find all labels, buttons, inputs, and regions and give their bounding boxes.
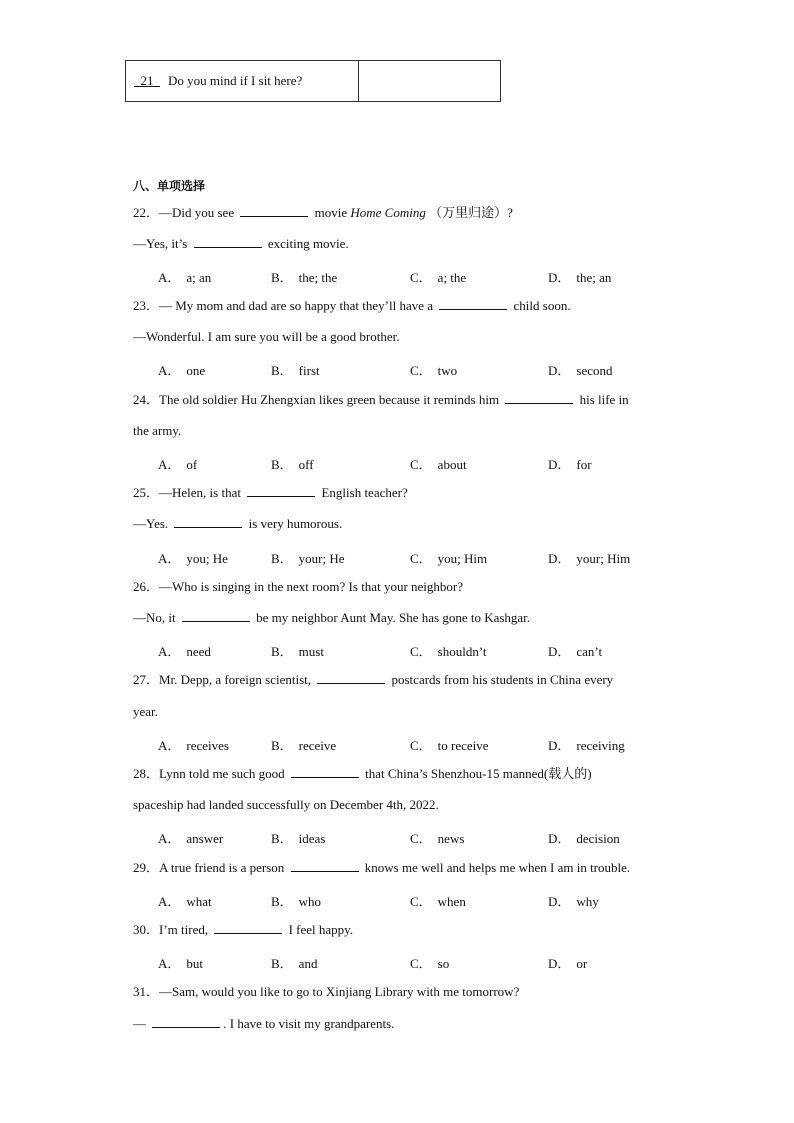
question-text: 23．— My mom and dad are so happy that they’ll have a (133, 298, 437, 313)
answer-blank[interactable] (505, 392, 573, 404)
option-b[interactable] (271, 267, 337, 286)
option-d[interactable] (548, 891, 599, 910)
options-row (158, 828, 758, 844)
option-b[interactable] (271, 953, 317, 972)
options-row (158, 953, 758, 969)
option-c[interactable] (410, 548, 487, 567)
option-key: B． (271, 363, 293, 378)
question-text: knows me well and helps me when I am in trouble. (361, 860, 631, 875)
question-27-line-1 (133, 672, 613, 688)
question-text: the army. (133, 423, 182, 438)
answer-blank[interactable] (439, 298, 507, 310)
question-text: 26．—Who is singing in the next room? Is that your neighbor? (133, 579, 464, 594)
answer-blank[interactable] (291, 766, 359, 778)
answer-blank[interactable] (194, 236, 262, 248)
options-row (158, 548, 758, 564)
options-row (158, 454, 758, 470)
question-text: 24．The old soldier Hu Zhengxian likes green because it reminds him (133, 392, 503, 407)
option-key: A． (158, 551, 181, 566)
option-key: C． (410, 738, 432, 753)
option-key: B． (271, 457, 293, 472)
option-text: for (576, 457, 592, 472)
option-c[interactable] (410, 360, 457, 379)
option-key: B． (271, 270, 293, 285)
option-key: C． (410, 551, 432, 566)
option-key: C． (410, 831, 432, 846)
question-24-line-2 (133, 423, 181, 439)
option-key: C． (410, 894, 432, 909)
question-26-line-1 (133, 579, 463, 595)
question-text: —Yes, it’s (133, 236, 191, 251)
option-text: of (186, 457, 198, 472)
question-text: child soon. (510, 298, 571, 313)
table-question-text: Do you mind if I sit here? (168, 73, 303, 88)
question-text: be my neighbor Aunt May. She has gone to Kashgar. (252, 610, 531, 625)
answer-blank[interactable] (174, 516, 242, 528)
option-key: C． (410, 956, 432, 971)
options-row (158, 267, 758, 283)
option-a[interactable] (158, 267, 211, 286)
option-d[interactable] (548, 735, 625, 754)
question-text: his life in (576, 392, 629, 407)
question-text: 30．I’m tired, (133, 922, 212, 937)
question-text: year. (133, 704, 158, 719)
question-text: exciting movie. (264, 236, 349, 251)
option-b[interactable] (271, 828, 325, 847)
answer-blank[interactable] (152, 1016, 220, 1028)
option-text: shouldn’t (437, 644, 487, 659)
option-key: D． (548, 831, 571, 846)
option-b[interactable] (271, 548, 345, 567)
option-text: need (186, 644, 211, 659)
option-text: a; the (437, 270, 467, 285)
option-b[interactable] (271, 360, 320, 379)
option-text: second (576, 363, 613, 378)
question-29-line-1 (133, 860, 630, 876)
option-b[interactable] (271, 454, 314, 473)
option-text: receive (298, 738, 337, 753)
question-27-line-2 (133, 704, 158, 720)
answer-blank[interactable] (182, 610, 250, 622)
option-key: A． (158, 956, 181, 971)
option-d[interactable] (548, 828, 620, 847)
question-text: — (133, 1016, 150, 1031)
option-key: C． (410, 644, 432, 659)
question-text: 25．—Helen, is that (133, 485, 245, 500)
question-31-line-2 (133, 1016, 394, 1032)
option-text: you; He (186, 551, 228, 566)
option-text: the; an (576, 270, 612, 285)
option-c[interactable] (410, 828, 464, 847)
question-text: postcards from his students in China every (388, 672, 614, 687)
option-text: and (298, 956, 318, 971)
question-31-line-1 (133, 984, 519, 1000)
option-text: when (437, 894, 466, 909)
option-a[interactable] (158, 454, 197, 473)
option-key: B． (271, 551, 293, 566)
option-key: B． (271, 831, 293, 846)
question-text: movie (311, 205, 351, 220)
option-b[interactable] (271, 641, 324, 660)
option-key: A． (158, 457, 181, 472)
option-text: what (186, 894, 212, 909)
option-a[interactable] (158, 891, 212, 910)
option-key: C． (410, 363, 432, 378)
option-key: D． (548, 956, 571, 971)
option-key: C． (410, 270, 432, 285)
option-key: D． (548, 644, 571, 659)
option-text: must (298, 644, 324, 659)
option-key: A． (158, 831, 181, 846)
question-text: 29．A true friend is a person (133, 860, 288, 875)
question-text: —Yes. (133, 516, 172, 531)
option-key: B． (271, 956, 293, 971)
question-text: （万里归途）? (425, 205, 513, 220)
option-d[interactable] (548, 953, 587, 972)
option-a[interactable] (158, 641, 211, 660)
option-key: A． (158, 738, 181, 753)
option-b[interactable] (271, 891, 321, 910)
question-text: —Wonderful. I am sure you will be a good brother. (133, 329, 400, 344)
answer-blank[interactable] (317, 672, 385, 684)
answer-blank[interactable] (291, 860, 359, 872)
question-28-line-2 (133, 797, 439, 813)
option-text: why (576, 894, 599, 909)
options-row (158, 641, 758, 657)
option-text: answer (186, 831, 224, 846)
option-text: receives (186, 738, 229, 753)
table-cell-question (126, 61, 359, 101)
option-key: B． (271, 644, 293, 659)
option-a[interactable] (158, 548, 228, 567)
option-text: to receive (437, 738, 489, 753)
table-cell-answer[interactable] (359, 61, 500, 101)
option-text: about (437, 457, 467, 472)
movie-title: Home Coming (350, 205, 426, 220)
question-28-line-1 (133, 766, 592, 782)
option-text: news (437, 831, 465, 846)
question-text: 31．—Sam, would you like to go to Xinjiang Library with me tomorrow? (133, 984, 520, 999)
option-d[interactable] (548, 548, 630, 567)
answer-blank[interactable] (214, 922, 282, 934)
section-title: 八、单项选择 (133, 179, 206, 193)
option-d[interactable] (548, 360, 613, 379)
question-25-line-1 (133, 485, 408, 501)
option-key: A． (158, 363, 181, 378)
question-text: I feel happy. (285, 922, 354, 937)
options-row (158, 735, 758, 751)
option-a[interactable] (158, 953, 203, 972)
question-26-line-2 (133, 610, 530, 626)
option-c[interactable] (410, 267, 466, 286)
option-key: D． (548, 551, 571, 566)
option-a[interactable] (158, 735, 229, 754)
question-text: that China’s Shenzhou-15 manned(载人的) (361, 766, 592, 781)
answer-blank[interactable] (240, 205, 308, 217)
blank-number: 21 (140, 73, 154, 88)
option-text: or (576, 956, 588, 971)
question-25-line-2 (133, 516, 342, 532)
answer-table (125, 60, 501, 102)
option-a[interactable] (158, 828, 223, 847)
question-23-line-1 (133, 298, 571, 314)
option-text: can’t (576, 644, 603, 659)
option-c[interactable] (410, 454, 467, 473)
option-text: your; Him (576, 551, 631, 566)
option-d[interactable] (548, 267, 611, 286)
question-text: spaceship had landed successfully on December 4th, 2022. (133, 797, 439, 812)
option-key: C． (410, 457, 432, 472)
option-text: receiving (576, 738, 625, 753)
option-c[interactable] (410, 735, 489, 754)
option-key: D． (548, 363, 571, 378)
option-text: your; He (298, 551, 345, 566)
question-22-line-1 (133, 205, 513, 221)
question-text: 28．Lynn told me such good (133, 766, 288, 781)
question-text: . I have to visit my grandparents. (223, 1016, 395, 1031)
option-key: A． (158, 644, 181, 659)
option-key: A． (158, 894, 181, 909)
option-key: A． (158, 270, 181, 285)
answer-blank[interactable] (247, 485, 315, 497)
question-text: —No, it (133, 610, 179, 625)
option-key: D． (548, 738, 571, 753)
option-text: two (437, 363, 458, 378)
option-text: but (186, 956, 204, 971)
option-text: one (186, 363, 206, 378)
option-key: B． (271, 894, 293, 909)
option-c[interactable] (410, 641, 487, 660)
question-text: English teacher? (318, 485, 408, 500)
question-23-line-2 (133, 329, 399, 345)
option-text: ideas (298, 831, 326, 846)
question-text: is very humorous. (245, 516, 343, 531)
question-22-line-2 (133, 236, 349, 252)
question-text: 27．Mr. Depp, a foreign scientist, (133, 672, 315, 687)
option-text: off (298, 457, 314, 472)
option-key: D． (548, 270, 571, 285)
option-d[interactable] (548, 641, 602, 660)
question-30-line-1 (133, 922, 353, 938)
option-a[interactable] (158, 360, 205, 379)
options-row (158, 891, 758, 907)
options-row (158, 360, 758, 376)
option-text: who (298, 894, 322, 909)
option-b[interactable] (271, 735, 336, 754)
option-text: so (437, 956, 450, 971)
option-key: D． (548, 894, 571, 909)
option-c[interactable] (410, 891, 466, 910)
question-24-line-1 (133, 392, 629, 408)
option-d[interactable] (548, 454, 592, 473)
option-c[interactable] (410, 953, 449, 972)
question-text: 22．—Did you see (133, 205, 238, 220)
option-text: you; Him (437, 551, 488, 566)
option-text: first (298, 363, 320, 378)
option-key: D． (548, 457, 571, 472)
option-key: B． (271, 738, 293, 753)
option-text: the; the (298, 270, 338, 285)
option-text: decision (576, 831, 620, 846)
option-text: a; an (186, 270, 212, 285)
